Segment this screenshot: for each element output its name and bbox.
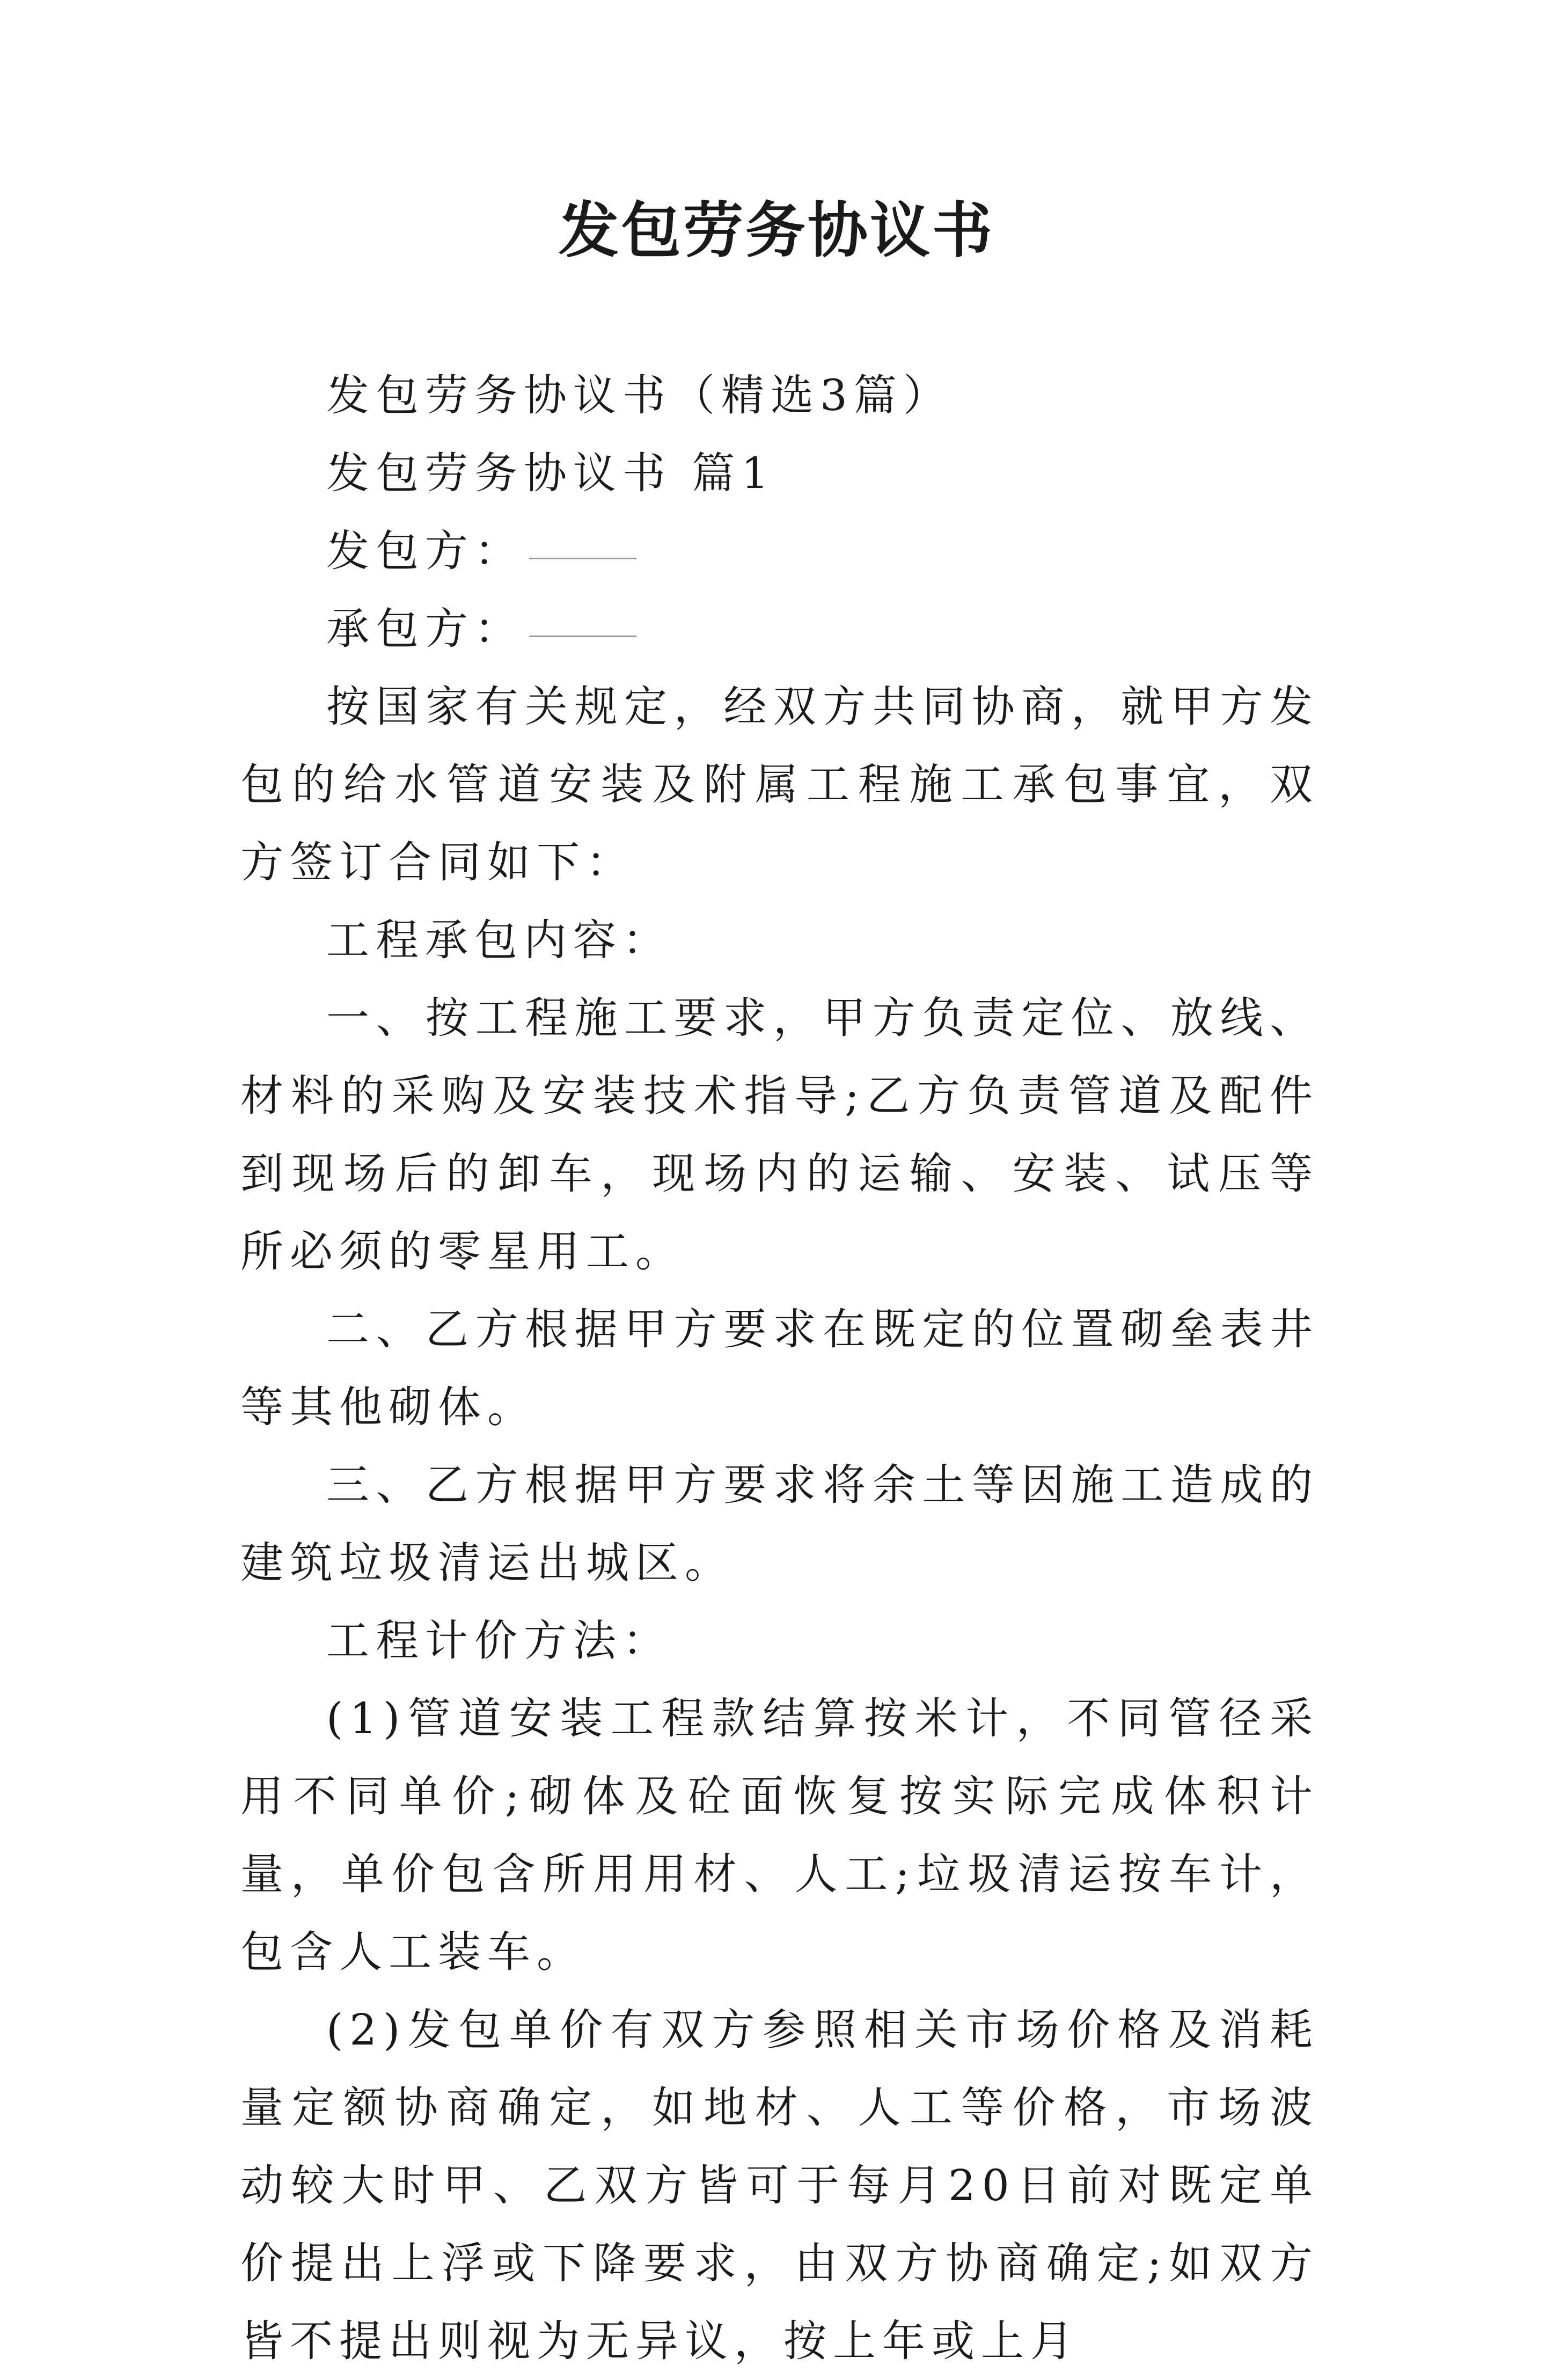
document-title: 发包劳务协议书 xyxy=(559,195,994,266)
paragraph-scope-heading: 工程承包内容： xyxy=(326,915,672,965)
section-heading: 发包劳务协议书 篇1 xyxy=(326,448,775,498)
paragraph-pricing-2: (2)发包单价有双方参照相关市场价格及消耗量定额协商确定，如地材、人工等价格，市场波动较大时甲、乙双方皆可于每月20日前对既定单价提出上浮或下降要求，由双方协商确定;如双方皆不提出则视为无异议，按上年或上月 xyxy=(240,2005,1319,2366)
paragraph-pricing-heading: 工程计价方法： xyxy=(326,1616,672,1666)
party-b-blank xyxy=(529,635,636,637)
paragraph-clause-2: 二、乙方根据甲方要求在既定的位置砌垒表井等其他砌体。 xyxy=(240,1304,1319,1432)
party-b-line xyxy=(240,590,1319,668)
party-a-blank xyxy=(529,557,636,559)
party-a-line xyxy=(240,512,1319,590)
document-subtitle: 发包劳务协议书（精选3篇） xyxy=(326,370,953,420)
paragraph-pricing-1: (1)管道安装工程款结算按米计，不同管径采用不同单价;砌体及砼面恢复按实际完成体积计量，单价包含所用用材、人工;垃圾清运按车计，包含人工装车。 xyxy=(240,1693,1319,1977)
paragraph-clause-3: 三、乙方根据甲方要求将余土等因施工造成的建筑垃圾清运出城区。 xyxy=(240,1460,1319,1588)
party-a-label: 发包方： xyxy=(326,526,524,576)
party-b-label: 承包方： xyxy=(326,604,524,654)
paragraph-clause-1: 一、按工程施工要求，甲方负责定位、放线、材料的采购及安装技术指导;乙方负责管道及配件到现场后的卸车，现场内的运输、安装、试压等所必须的零星用工。 xyxy=(240,993,1319,1276)
document-body xyxy=(240,356,1319,2380)
paragraph-intro: 按国家有关规定，经双方共同协商，就甲方发包的给水管道安装及附属工程施工承包事宜，双方签订合同如下： xyxy=(240,682,1319,887)
